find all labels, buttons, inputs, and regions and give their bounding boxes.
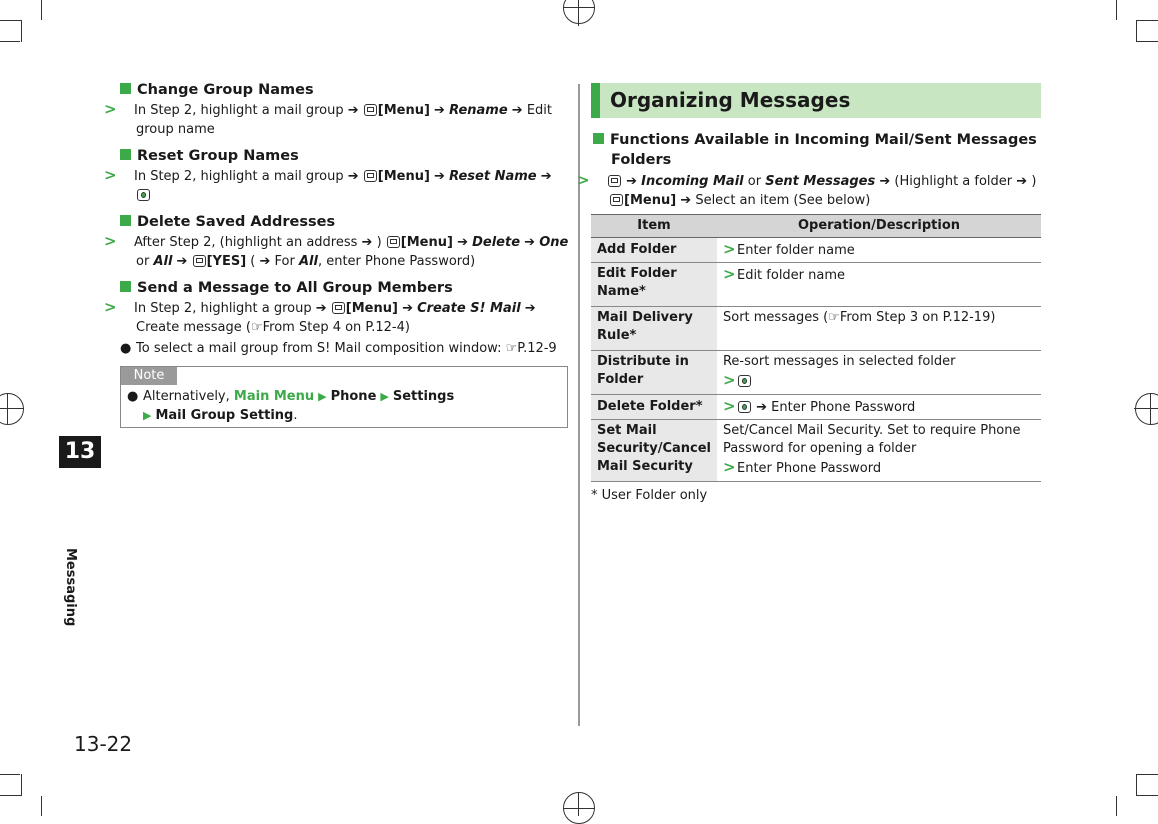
arrow-icon: ➔ bbox=[507, 103, 523, 118]
reference-icon: ☞ bbox=[505, 341, 518, 356]
right-column bbox=[577, 83, 1041, 505]
settings-label: Settings bbox=[392, 389, 455, 404]
section-header bbox=[591, 83, 1041, 118]
step-arrow-icon: > bbox=[722, 458, 736, 476]
step-arrow-icon: > bbox=[722, 265, 736, 283]
section-send-all-members bbox=[104, 280, 570, 358]
step-arrow-icon: > bbox=[104, 298, 117, 316]
green-square-icon bbox=[120, 149, 131, 160]
arrow-icon: ➔ bbox=[520, 301, 536, 316]
reference-icon: ☞ bbox=[250, 320, 263, 335]
step-arrow-icon: > bbox=[577, 171, 590, 189]
green-square-icon bbox=[120, 281, 131, 292]
table-cell-item: Mail Delivery Rule* bbox=[591, 307, 717, 351]
step-text: Edit group name bbox=[136, 103, 553, 137]
bullet-reference: P.12-9 bbox=[517, 341, 557, 356]
page-number: 13-22 bbox=[74, 732, 133, 756]
subsection-title-line1: Functions Available in Incoming Mail/Sent Messages bbox=[610, 132, 1037, 148]
step-arrow-icon: > bbox=[104, 100, 117, 118]
chapter-number: 13 bbox=[64, 439, 96, 464]
section-title: Send a Message to All Group Members bbox=[137, 280, 453, 296]
subsection-title bbox=[591, 130, 1041, 170]
functions-table bbox=[591, 214, 1041, 482]
step-text: (Highlight a folder bbox=[890, 174, 1017, 189]
sent-messages-label: Sent Messages bbox=[765, 174, 876, 189]
table-row bbox=[591, 238, 1041, 263]
green-square-icon bbox=[120, 215, 131, 226]
step-text: or bbox=[743, 174, 766, 189]
bullet-icon: ● bbox=[120, 341, 132, 356]
arrow-icon: ➔ bbox=[520, 235, 540, 250]
menu-key-label: [Menu] bbox=[377, 169, 430, 184]
note-label: Note bbox=[121, 367, 177, 385]
menu-item-delete: Delete bbox=[472, 235, 521, 250]
step-arrow-icon: > bbox=[104, 166, 117, 184]
section-reset-group-names bbox=[104, 148, 570, 205]
triangle-right-icon: ▶ bbox=[318, 390, 327, 403]
menu-item-reset-name: Reset Name bbox=[449, 169, 537, 184]
table-desc-text: Edit folder name bbox=[736, 268, 846, 283]
bullet-text: To select a mail group from S! Mail composition window: bbox=[136, 341, 506, 356]
menu-item-create-mail: Create S! Mail bbox=[417, 301, 521, 316]
table-cell-desc bbox=[717, 395, 1041, 420]
step-text: ) bbox=[372, 235, 386, 250]
step-text: In Step 2, highlight a mail group bbox=[134, 169, 348, 184]
table-cell-desc bbox=[717, 351, 1041, 395]
table-cell-desc bbox=[717, 263, 1041, 307]
menu-item-all: All bbox=[298, 254, 318, 269]
mail-key-icon bbox=[332, 302, 345, 314]
table-row bbox=[591, 395, 1041, 420]
table-desc-text: Enter Phone Password bbox=[767, 400, 916, 415]
menu-item-rename: Rename bbox=[449, 103, 508, 118]
step-arrow-icon: > bbox=[722, 371, 736, 389]
menu-item-all: All bbox=[153, 254, 173, 269]
arrow-icon: ➔ bbox=[429, 103, 450, 118]
arrow-icon: ➔ bbox=[429, 169, 450, 184]
phone-label: Phone bbox=[330, 389, 377, 404]
mail-key-icon bbox=[608, 175, 621, 187]
note-text: . bbox=[293, 408, 298, 423]
section-title: Change Group Names bbox=[137, 82, 314, 98]
step-text: , enter Phone Password) bbox=[317, 254, 476, 269]
arrow-icon: ➔ bbox=[622, 174, 642, 189]
arrow-icon: ➔ bbox=[361, 235, 373, 250]
step-arrow-icon: > bbox=[722, 240, 736, 258]
arrow-icon: ➔ bbox=[315, 301, 331, 316]
chapter-title-text: Messaging bbox=[63, 548, 78, 627]
step-text: or bbox=[136, 254, 154, 269]
subsection-step bbox=[577, 171, 1041, 210]
arrow-icon: ➔ bbox=[347, 103, 363, 118]
step-text: ) bbox=[1027, 174, 1037, 189]
mail-key-icon bbox=[364, 104, 377, 116]
mail-key-icon bbox=[364, 170, 377, 182]
step-text: Create message ( bbox=[136, 320, 251, 335]
bullet-icon: ● bbox=[127, 389, 139, 404]
table-desc-text: Sort messages ( bbox=[722, 310, 829, 325]
arrow-icon: ➔ bbox=[1016, 174, 1028, 189]
reference-icon: ☞ bbox=[828, 310, 840, 325]
arrow-icon: ➔ bbox=[751, 400, 768, 415]
green-square-icon bbox=[593, 133, 604, 144]
table-row bbox=[591, 307, 1041, 351]
section-title: Reset Group Names bbox=[137, 148, 299, 164]
triangle-right-icon: ▶ bbox=[143, 409, 152, 422]
triangle-right-icon: ▶ bbox=[380, 390, 389, 403]
chapter-title bbox=[58, 548, 78, 628]
green-square-icon bbox=[120, 83, 131, 94]
center-key-icon bbox=[137, 189, 150, 201]
center-key-icon bbox=[738, 375, 751, 387]
table-cell-desc bbox=[717, 238, 1041, 263]
step-arrow-icon: > bbox=[722, 397, 736, 415]
table-row bbox=[591, 420, 1041, 482]
arrow-icon: ➔ bbox=[536, 169, 552, 184]
table-header-row bbox=[591, 215, 1041, 238]
table-row bbox=[591, 351, 1041, 395]
menu-key-label: [Menu] bbox=[400, 235, 453, 250]
table-desc-reference: From Step 3 on P.12-19) bbox=[839, 310, 996, 325]
arrow-icon: ➔ bbox=[172, 254, 192, 269]
section-header-title: Organizing Messages bbox=[610, 88, 851, 112]
menu-key-label: [Menu] bbox=[624, 193, 677, 208]
table-row bbox=[591, 263, 1041, 307]
step-text: After Step 2, (highlight an address bbox=[134, 235, 362, 250]
yes-key-label: [YES] bbox=[206, 254, 247, 269]
chapter-number-tab bbox=[59, 436, 101, 468]
mail-key-icon bbox=[610, 194, 623, 206]
table-cell-desc bbox=[717, 307, 1041, 351]
note-text: Alternatively, bbox=[143, 389, 234, 404]
table-cell-item: Delete Folder* bbox=[591, 395, 717, 420]
incoming-mail-label: Incoming Mail bbox=[641, 174, 744, 189]
menu-item-one: One bbox=[539, 235, 569, 250]
table-cell-item: Distribute in Folder bbox=[591, 351, 717, 395]
table-desc-text: Enter folder name bbox=[736, 243, 855, 258]
arrow-icon: ➔ bbox=[452, 235, 473, 250]
table-header-item: Item bbox=[591, 215, 717, 238]
menu-key-label: [Menu] bbox=[345, 301, 398, 316]
step-text: ( bbox=[246, 254, 260, 269]
table-desc-text: Re-sort messages in selected folder bbox=[722, 354, 956, 369]
arrow-icon: ➔ bbox=[347, 169, 363, 184]
step-text: In Step 2, highlight a group bbox=[134, 301, 316, 316]
arrow-icon: ➔ bbox=[875, 174, 891, 189]
step-text: In Step 2, highlight a mail group bbox=[134, 103, 348, 118]
section-title: Delete Saved Addresses bbox=[137, 214, 336, 230]
arrow-icon: ➔ bbox=[397, 301, 418, 316]
table-cell-desc bbox=[717, 420, 1041, 482]
footnote: * User Folder only bbox=[591, 488, 708, 503]
main-menu-label: Main Menu bbox=[233, 389, 315, 404]
step-text: For bbox=[274, 254, 299, 269]
center-key-icon bbox=[738, 401, 751, 413]
table-cell-item: Edit Folder Name* bbox=[591, 263, 717, 307]
mail-key-icon bbox=[193, 255, 206, 267]
mail-group-setting-label: Mail Group Setting bbox=[155, 408, 294, 423]
subsection-title-line2: Folders bbox=[611, 152, 672, 168]
left-column bbox=[104, 82, 570, 428]
mail-key-icon bbox=[387, 236, 400, 248]
table-cell-item: Set Mail Security/Cancel Mail Security bbox=[591, 420, 717, 482]
table-cell-item: Add Folder bbox=[591, 238, 717, 263]
note-box bbox=[120, 366, 568, 428]
table-desc-text: Enter Phone Password bbox=[736, 461, 882, 476]
step-arrow-icon: > bbox=[104, 232, 117, 250]
arrow-icon: ➔ bbox=[676, 193, 692, 208]
section-change-group-names bbox=[104, 82, 570, 139]
section-delete-saved-addresses bbox=[104, 214, 570, 271]
step-text: Select an item (See below) bbox=[691, 193, 871, 208]
menu-key-label: [Menu] bbox=[377, 103, 430, 118]
table-desc-text: Set/Cancel Mail Security. Set to require Phone Password for opening a folder bbox=[722, 423, 1021, 456]
table-header-operation: Operation/Description bbox=[717, 215, 1041, 238]
step-reference: From Step 4 on P.12-4) bbox=[262, 320, 410, 335]
arrow-icon: ➔ bbox=[259, 254, 275, 269]
